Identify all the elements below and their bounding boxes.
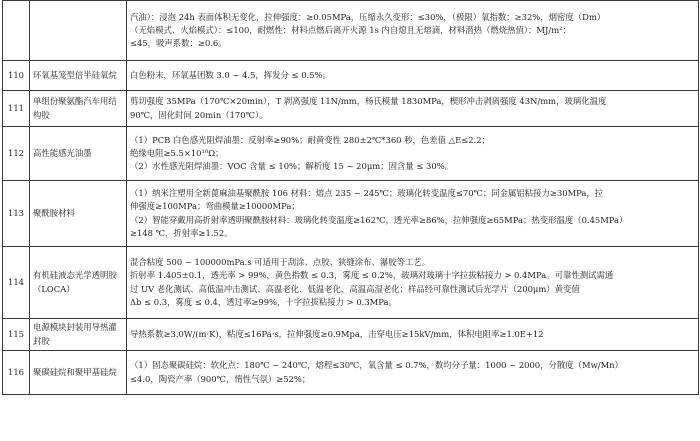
table-row bbox=[3, 61, 699, 91]
row-number: 112 bbox=[3, 127, 30, 181]
row-number: 116 bbox=[3, 351, 30, 395]
spec-cell bbox=[127, 61, 699, 91]
spec-line: （2）智能穿戴用高折射率透明聚酰胺材料：玻璃化转变温度≥162℃，透光率≥86%，拉伸强度≥65MPa；热变形温度（0.45MPa） bbox=[130, 214, 628, 225]
table-row bbox=[3, 247, 699, 319]
material-name: 聚碳硅烷和聚甲基硅烷 bbox=[30, 351, 127, 395]
material-name: 聚酰胺材料 bbox=[30, 181, 127, 247]
spec-line: （2）水性感光阻焊油墨：VOC 含量 ≤ 10%；解析度 15 ~ 20μm；固含量 ≤ 30%。 bbox=[130, 161, 454, 171]
spec-table bbox=[2, 0, 699, 395]
spec-line: 90℃，固化时间 20min（170℃）。 bbox=[130, 109, 268, 120]
material-name: 高性能感光油墨 bbox=[30, 127, 127, 181]
row-number: 115 bbox=[3, 319, 30, 351]
row-number: 110 bbox=[3, 61, 30, 91]
spec-line: 绝缘电阻≥5.5×10¹⁰Ω； bbox=[130, 147, 224, 158]
table-row bbox=[3, 127, 699, 181]
row-number: 114 bbox=[3, 247, 30, 319]
spec-line: （1）固态聚碳硅烷：软化点：180℃ ~ 240℃，熔程≤30℃，氧含量 ≤ 0.7%，数均分子量：1000 ~ 2000，分散度（Mw/Mn） bbox=[130, 360, 623, 371]
material-name: 单组份聚氨酯汽车用结构胶 bbox=[30, 91, 127, 127]
row-number: 113 bbox=[3, 181, 30, 247]
spec-cell bbox=[127, 91, 699, 127]
spec-cell bbox=[127, 319, 699, 351]
row-number: 111 bbox=[3, 91, 30, 127]
spec-cell bbox=[127, 351, 699, 395]
spec-cell bbox=[127, 1, 699, 61]
spec-line: Δb ≤ 0.3，雾度 ≤ 0.4，透过率≥99%，十字拉拔粘接力 > 0.3MPa。 bbox=[130, 296, 397, 307]
material-name: 电源模块封装用导热灌封胶 bbox=[30, 319, 127, 351]
spec-line: 剪切强度 35MPa（170℃×20min），T 剥离强度 11N/mm，杨氏模量 1830MPa，楔形冲击剥离强度 43N/mm，玻璃化温度 bbox=[130, 96, 607, 107]
table-row bbox=[3, 319, 699, 351]
table-row bbox=[3, 91, 699, 127]
spec-line: （1）纳米注塑用全新蓖麻油基聚酰胺 106 材料：熔点 235 ~ 245℃；玻璃化转变温度≤70℃；同金属铝粘接力≥30MPa，拉 bbox=[130, 188, 604, 199]
table-row bbox=[3, 351, 699, 395]
table-row bbox=[3, 1, 699, 61]
spec-line: 折射率 1.405±0.1，透光率 > 99%，黄色指数 ≤ 0.3，雾度 ≤ 0.2%，玻璃对玻璃十字拉拔粘接力 > 0.4MPa。可靠性测试需通 bbox=[130, 270, 614, 281]
spec-line: 过 UV 老化测试、高低温冲击测试、高温老化、低温老化、高温高湿老化；样品经可靠性测试后光学片（200μm）黄变值 bbox=[130, 283, 580, 294]
spec-line: 混合粘度 500 ~ 100000mPa.s 可适用于刮涂、点胶、狭缝涂布、瀑胶等工艺。 bbox=[130, 257, 431, 268]
table-row bbox=[3, 181, 699, 247]
spec-line: ≤45，吸声系数：≥0.6。 bbox=[130, 38, 227, 48]
spec-line: （1）PCB 白色感光阻焊油墨：反射率≥90%；耐黄变性 280±2℃*360 秒，色差值 △E≤2.2； bbox=[130, 134, 490, 145]
material-name: 有机硅液态光学透明胶（LOCA） bbox=[30, 247, 127, 319]
spec-cell bbox=[127, 127, 699, 181]
spec-line: 伸强度≥100MPa；弯曲模量≥10000MPa； bbox=[130, 201, 300, 212]
spec-line: 白色粉末，环氧基团数 3.0 ~ 4.5，挥发分 ≤ 0.5%。 bbox=[130, 69, 331, 80]
spec-line: ≥148 ℃，折射率≥1.52。 bbox=[130, 227, 233, 238]
spec-line: ≤4.0，陶瓷产率（900℃，惰性气氛）≥52%； bbox=[130, 373, 311, 384]
spec-cell bbox=[127, 247, 699, 319]
material-name bbox=[30, 1, 127, 61]
spec-line: 导热系数≥3.0W/(m·K)，粘度≤16Pa·s，拉伸强度≥0.9Mpa，击穿电压≥15kV/mm，体积电阻率≥1.0E+12 bbox=[130, 328, 544, 339]
spec-line: 汽油）：浸泡 24h 表面体积无变化，拉伸强度：≥0.05MPa，压缩永久变形：≤30%，（极限）氧指数：≥32%，烟密度（Dm） bbox=[130, 11, 606, 22]
material-name: 环氧基笼型倍半硅氧烷 bbox=[30, 61, 127, 91]
spec-cell bbox=[127, 181, 699, 247]
spec-line: （无焰模式、火焰模式）：≤100，耐燃性：材料点燃后离开火源 1s 内自熄且无熔滴，材料潜热（燃烧热值）：MJ/m²： bbox=[130, 24, 571, 35]
row-number bbox=[3, 1, 30, 61]
